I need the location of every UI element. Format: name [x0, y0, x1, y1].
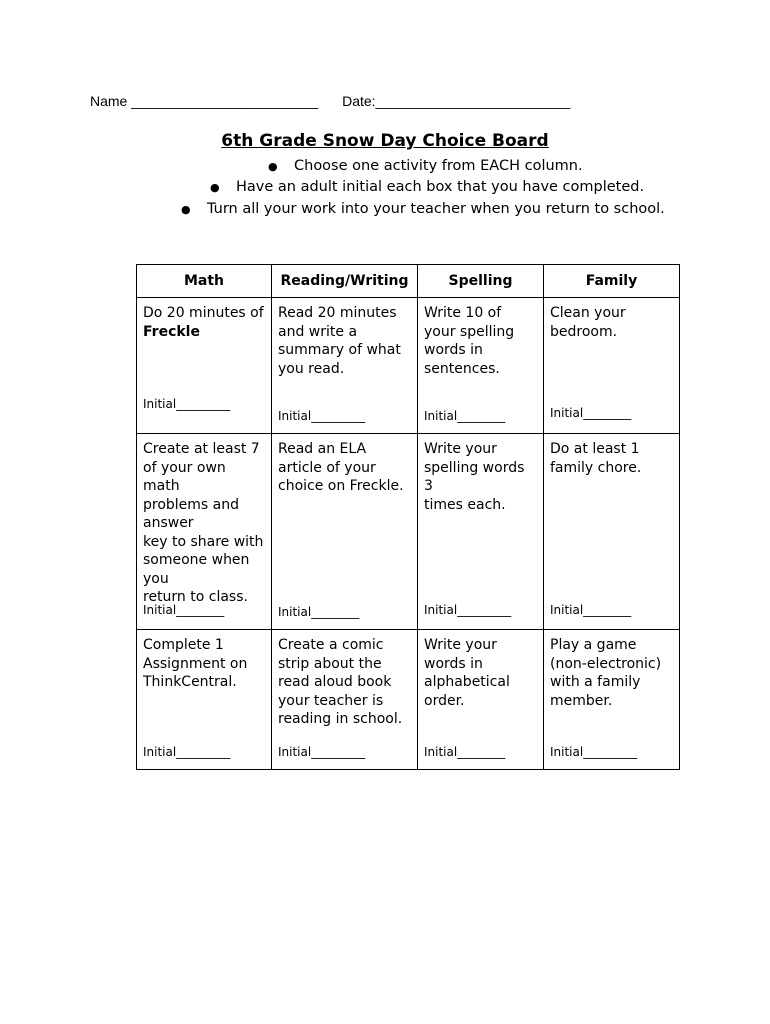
activity-text: Read 20 minutes and write a summary of what you read. — [278, 305, 401, 377]
table-cell — [272, 434, 418, 630]
activity-text: Complete 1 Assignment on ThinkCentral. — [143, 637, 248, 690]
table-row — [137, 298, 680, 434]
initial-line[interactable]: Initial________ — [278, 604, 360, 619]
initial-line[interactable]: Initial_________ — [550, 744, 638, 759]
activity-text: Create at least 7 of your own math problems and answer key to share with someone when you return to class. — [143, 441, 264, 605]
table-row — [137, 630, 680, 770]
activity-text: Do at least 1 family chore. — [550, 441, 642, 476]
activity-text: Create a comic strip about the read aloud book your teacher is reading in school. — [278, 637, 403, 727]
activity-bold-text: Freckle — [143, 323, 200, 340]
instruction-text: Turn all your work into your teacher when you return to school. — [207, 201, 665, 217]
instruction-item — [268, 158, 583, 174]
activity-text: Clean your bedroom. — [550, 305, 626, 340]
activity-text: Write 10 of your spelling words in sentences. — [424, 305, 515, 377]
column-header-math: Math — [137, 265, 272, 298]
instruction-item — [210, 179, 644, 195]
table-cell — [544, 434, 680, 630]
bullet-icon: ● — [181, 203, 191, 216]
page-title: 6th Grade Snow Day Choice Board — [221, 131, 549, 151]
activity-text: Play a game (non-electronic) with a family member. — [550, 637, 662, 709]
name-field[interactable]: Name ________________________ — [90, 93, 319, 109]
date-field[interactable]: Date:_________________________ — [342, 93, 571, 109]
instruction-text: Have an adult initial each box that you have completed. — [236, 179, 645, 195]
initial-line[interactable]: Initial________ — [424, 408, 506, 423]
activity-text: Do 20 minutes of Freckle — [143, 305, 264, 340]
column-header-reading-writing: Reading/Writing — [272, 265, 418, 298]
table-cell — [418, 434, 544, 630]
initial-line[interactable]: Initial_________ — [278, 744, 366, 759]
instruction-text: Choose one activity from EACH column. — [294, 158, 583, 174]
bullet-icon: ● — [210, 181, 220, 194]
table-row — [137, 434, 680, 630]
initial-line[interactable]: Initial________ — [550, 405, 632, 420]
initial-line[interactable]: Initial_________ — [143, 744, 231, 759]
activity-text: Write your spelling words 3 times each. — [424, 441, 525, 513]
choice-board-table — [136, 264, 680, 770]
table-cell — [418, 630, 544, 770]
bullet-icon: ● — [268, 160, 278, 173]
table-cell — [544, 298, 680, 434]
initial-line[interactable]: Initial________ — [424, 744, 506, 759]
initial-line[interactable]: Initial_________ — [278, 408, 366, 423]
column-header-spelling: Spelling — [418, 265, 544, 298]
activity-text: Write your words in alphabetical order. — [424, 637, 510, 709]
initial-line[interactable]: Initial_________ — [424, 602, 512, 617]
table-cell — [272, 630, 418, 770]
column-header-family: Family — [544, 265, 680, 298]
table-cell — [137, 630, 272, 770]
activity-text: Read an ELA article of your choice on Freckle. — [278, 441, 404, 494]
table-cell — [272, 298, 418, 434]
table-cell — [544, 630, 680, 770]
instruction-item — [181, 201, 665, 217]
table-cell — [137, 298, 272, 434]
table-cell — [418, 298, 544, 434]
initial-line[interactable]: Initial________ — [550, 602, 632, 617]
initial-line[interactable]: Initial_________ — [143, 396, 231, 411]
initial-line[interactable]: Initial________ — [143, 602, 225, 617]
header-row — [137, 265, 680, 298]
table-cell — [137, 434, 272, 630]
header-line — [90, 93, 570, 109]
